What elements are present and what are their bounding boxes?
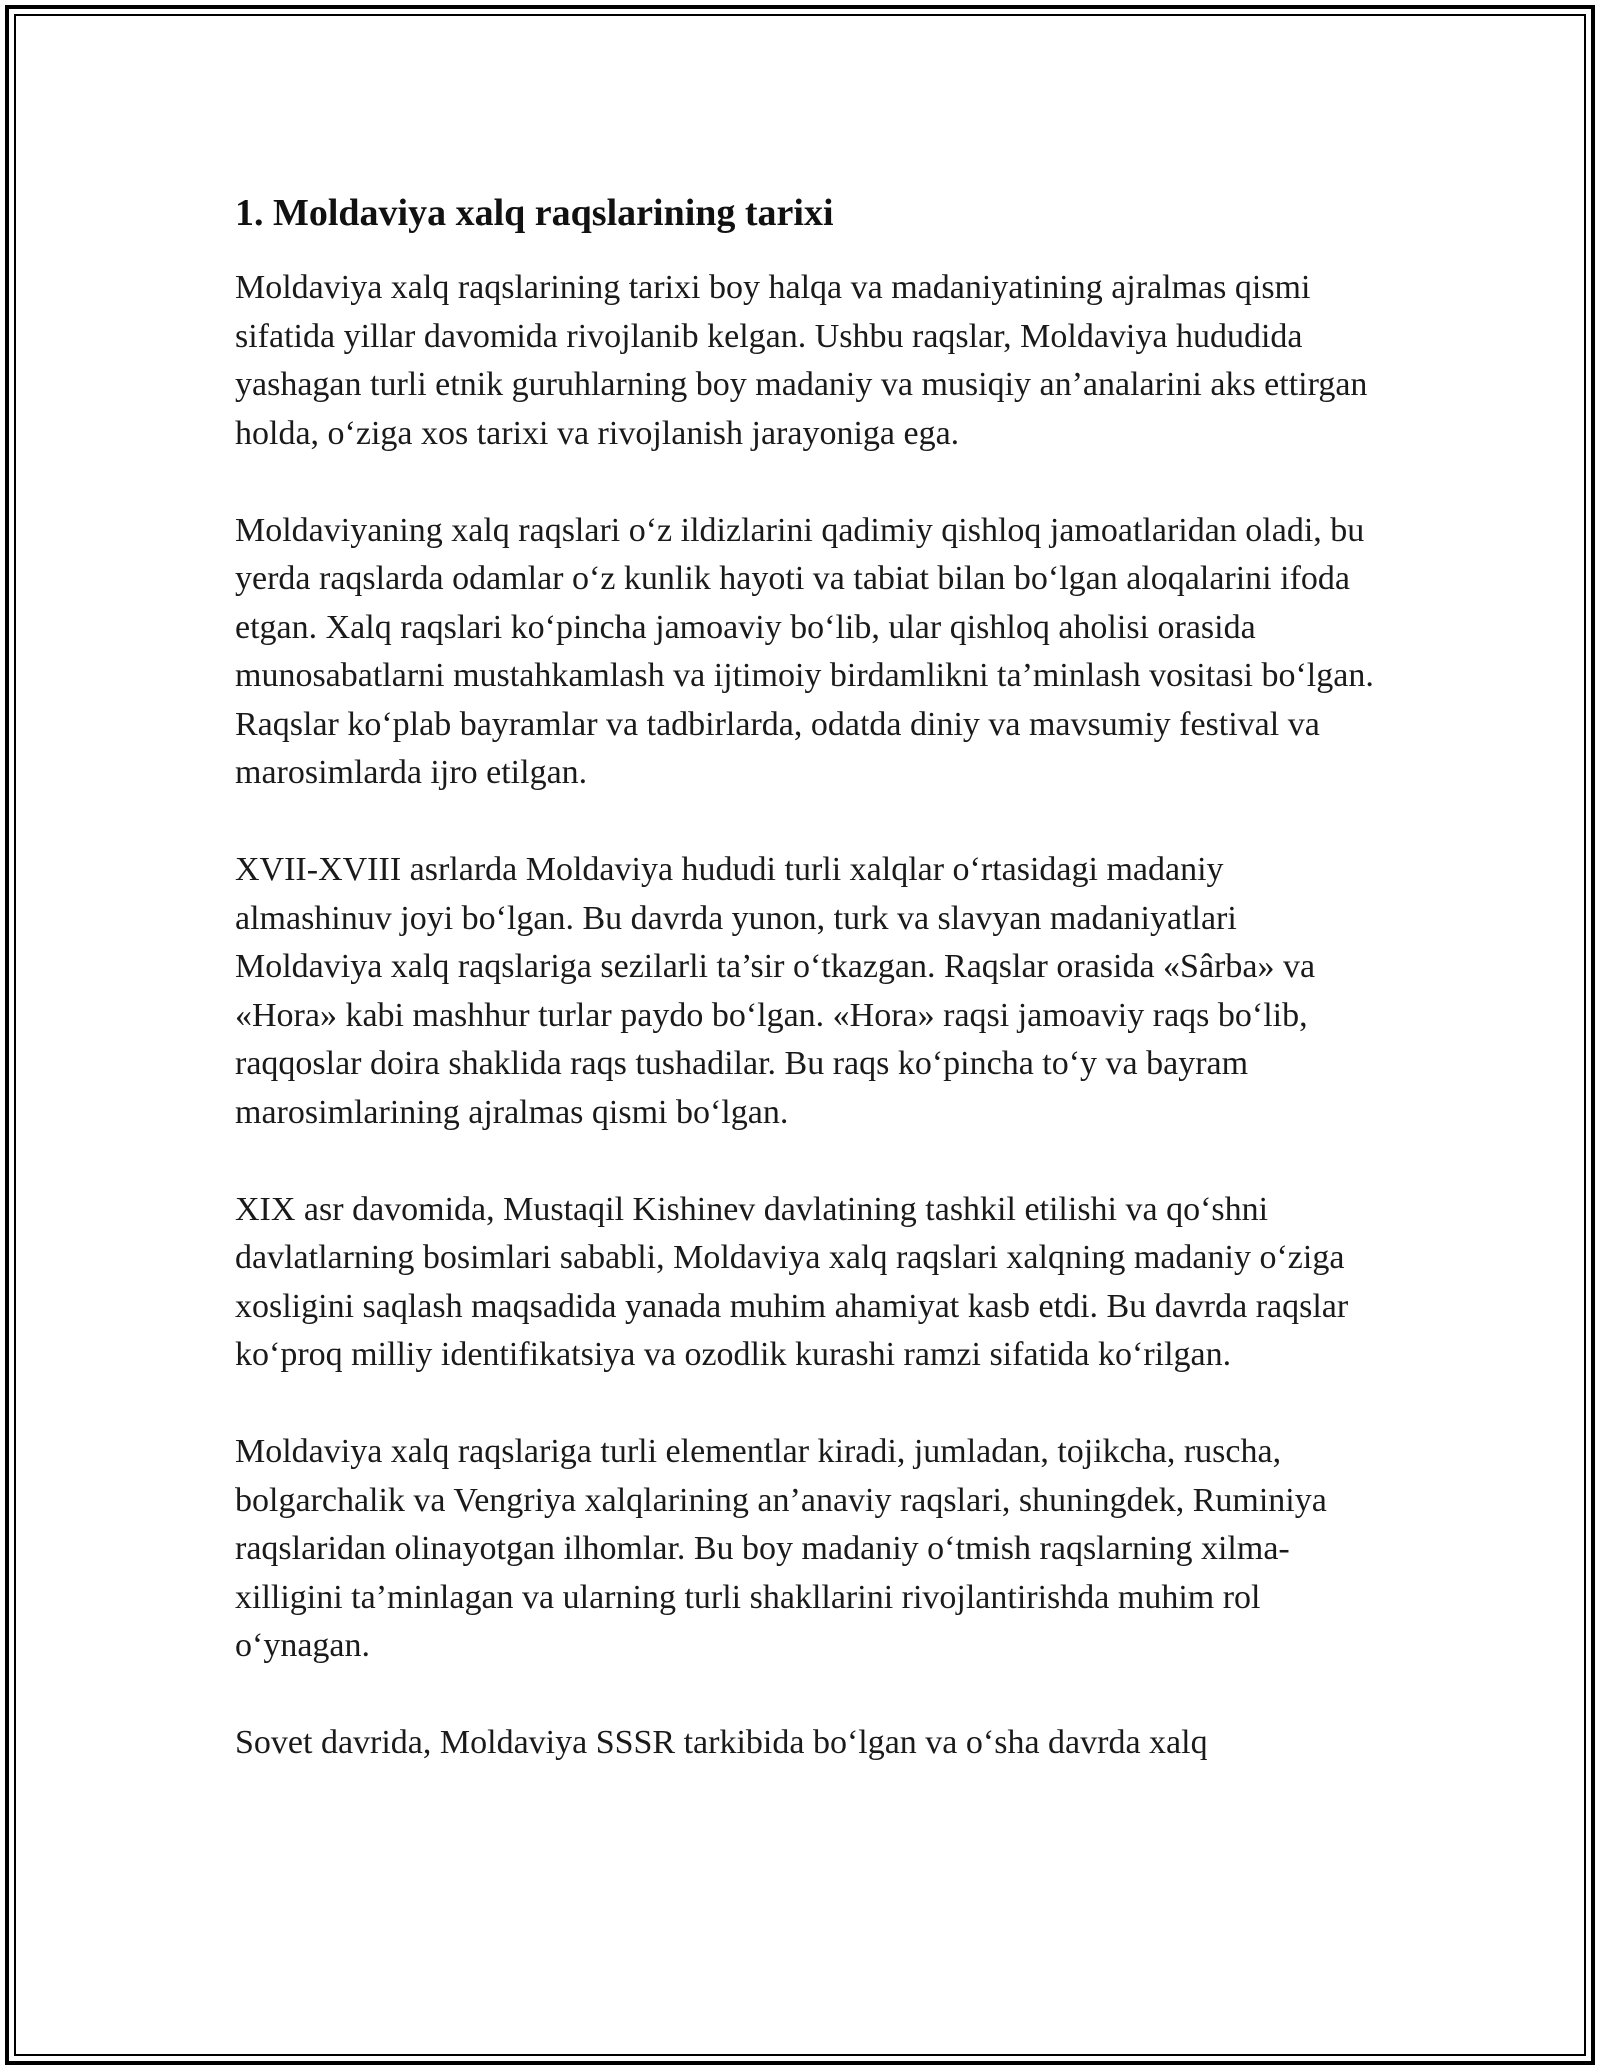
paragraph-4: XIX asr davomida, Mustaqil Kishinev davlatining tashkil etilishi va qo‘shni davlatlarning bosimlari sababli, Moldaviya xalq raqslari xalqning madaniy o‘ziga xosligini saqlash maqsadida yanada muhim ahamiyat kasb etdi. Bu davrda raqslar ko‘proq milliy identifikatsiya va ozodlik kurashi ramzi sifatida ko‘rilgan. <box>235 1190 1349 1373</box>
paragraph-3: XVII-XVIII asrlarda Moldaviya hududi turli xalqlar o‘rtasidagi madaniy almashinuv joyi bo‘lgan. Bu davrda yunon, turk va slavyan madaniyatlari Moldaviya xalq raqslariga sezilarli ta’sir o‘tkazgan. Raqslar orasida «Sârba» va «Hora» kabi mashhur turlar paydo bo‘lgan. «Hora» raqsi jamoaviy raqs bo‘lib, raqqoslar doira shaklida raqs tushadilar. Bu raqs ko‘pincha to‘y va bayram marosimlarining ajralmas qismi bo‘lgan. <box>235 851 1316 1131</box>
document-body <box>235 187 1385 1816</box>
paragraph-6: Sovet davrida, Moldaviya SSSR tarkibida bo‘lgan va o‘sha davrda xalq <box>235 1724 1208 1761</box>
paragraph-2: Moldaviyaning xalq raqslari o‘z ildizlarini qadimiy qishloq jamoatlaridan oladi, bu yerda raqslarda odamlar o‘z kunlik hayoti va tabiat bilan bo‘lgan aloqalarini ifoda etgan. Xalq raqslari ko‘pincha jamoaviy bo‘lib, ular qishloq aholisi orasida munosabatlarni mustahkamlash va ijtimoiy birdamlikni ta’minlash vositasi bo‘lgan. Raqslar ko‘plab bayramlar va tadbirlarda, odatda diniy va mavsumiy festival va marosimlarda ijro etilgan. <box>235 511 1374 791</box>
paragraph-5: Moldaviya xalq raqslariga turli elementlar kiradi, jumladan, tojikcha, ruscha, bolgarchalik va Vengriya xalqlarining an’anaviy raqslari, shuningdek, Ruminiya raqslaridan olinayotgan ilhomlar. Bu boy madaniy o‘tmish raqslarning xilma-xilligini ta’minlagan va ularning turli shakllarini rivojlantirishda muhim rol o‘ynagan. <box>235 1433 1327 1664</box>
section-heading: 1. Moldaviya xalq raqslarining tarixi <box>235 192 834 234</box>
paragraph-1: Moldaviya xalq raqslarining tarixi boy halqa va madaniyatining ajralmas qismi sifatida yillar davomida rivojlanib kelgan. Ushbu raqslar, Moldaviya hududida yashagan turli etnik guruhlarning boy madaniy va musiqiy an’analarini aks ettirgan holda, o‘ziga xos tarixi va rivojlanish jarayoniga ega. <box>235 269 1368 452</box>
